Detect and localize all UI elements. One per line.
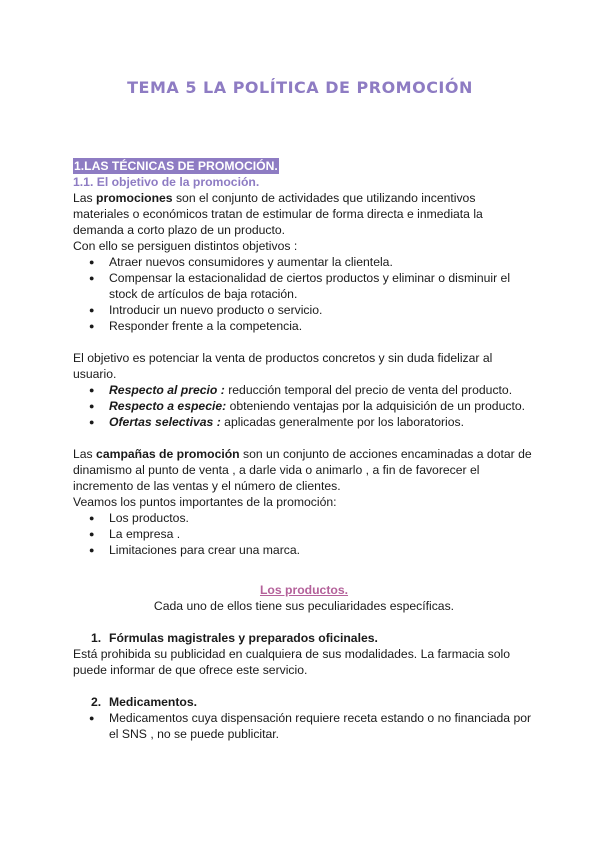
list-item: ● Medicamentos cuya dispensación requiere receta estando o no financiada por el SNS , no se puede publicitar.: [109, 710, 535, 742]
item-number: 1.: [91, 631, 102, 645]
item-text: aplicadas generalmente por los laboratorios.: [220, 415, 465, 429]
item-title: Medicamentos.: [109, 695, 198, 709]
numbered-heading-2: [73, 694, 535, 710]
list-item: ● Atraer nuevos consumidores y aumentar la clientela.: [109, 254, 535, 270]
list-item: [109, 382, 535, 398]
bold-term: campañas de promoción: [96, 447, 240, 461]
points-list: [73, 510, 535, 558]
list-item: ● Introducir un nuevo producto o servicio.: [109, 302, 535, 318]
list-item: [109, 414, 535, 430]
item-label: Respecto a especie:: [109, 399, 227, 413]
productos-intro: Cada uno de ellos tiene sus peculiaridades específicas.: [153, 599, 455, 613]
list-item: [109, 398, 535, 414]
list-item: ● Compensar la estacionalidad de ciertos productos y eliminar o disminuir el stock de artículos de baja rotación.: [109, 270, 535, 302]
promotion-types-list: [73, 382, 535, 430]
paragraph-promociones: [73, 190, 535, 238]
paragraph-campanas: [73, 446, 535, 494]
paragraph-formulas: Está prohibida su publicidad en cualquiera de sus modalidades. La farmacia solo puede informar de que ofrece este servicio.: [73, 647, 510, 677]
item-label: Respecto al precio :: [109, 383, 225, 397]
paragraph-puntos: Veamos los puntos importantes de la promoción:: [73, 495, 337, 509]
text-run: son el conjunto de actividades que utilizando incentivos materiales o económicos tratan de estimular de forma directa e inmediata la demanda a corto plazo de un producto.: [73, 191, 483, 237]
page-title: TEMA 5 LA POLÍTICA DE PROMOCIÓN: [127, 78, 473, 97]
text-run: Las: [73, 191, 97, 205]
objectives-list: [73, 254, 535, 334]
list-item: ● La empresa .: [109, 526, 535, 542]
subsection-heading: 1.1. El objetivo de la promoción.: [73, 175, 260, 189]
item-label: Ofertas selectivas :: [109, 415, 221, 429]
numbered-heading-1: [73, 630, 535, 646]
item-number: 2.: [91, 695, 102, 709]
list-item: ● Los productos.: [109, 510, 535, 526]
text-run: son un conjunto de acciones encaminadas a dotar de dinamismo al punto de venta , a darle vida o animarlo , a fin de favorecer el incremento de las ventas y el número de clientes.: [73, 447, 532, 493]
item-text: reducción temporal del precio de venta del producto.: [224, 383, 513, 397]
paragraph-objetivos: Con ello se persiguen distintos objetivos :: [73, 239, 298, 253]
medicamentos-list: [73, 710, 535, 742]
item-text: obteniendo ventajas por la adquisición de un producto.: [226, 399, 526, 413]
paragraph-objetivo: El objetivo es potenciar la venta de productos concretos y sin duda fidelizar al usuario.: [73, 351, 493, 381]
bold-term: promociones: [96, 191, 173, 205]
productos-heading: Los productos.: [259, 583, 349, 597]
item-title: Fórmulas magistrales y preparados oficinales.: [109, 631, 378, 645]
text-run: Las: [73, 447, 97, 461]
list-item: ● Limitaciones para crear una marca.: [109, 542, 535, 558]
section-heading: 1.LAS TÉCNICAS DE PROMOCIÓN.: [74, 159, 278, 173]
document-body: [73, 158, 535, 742]
list-item: ● Responder frente a la competencia.: [109, 318, 535, 334]
